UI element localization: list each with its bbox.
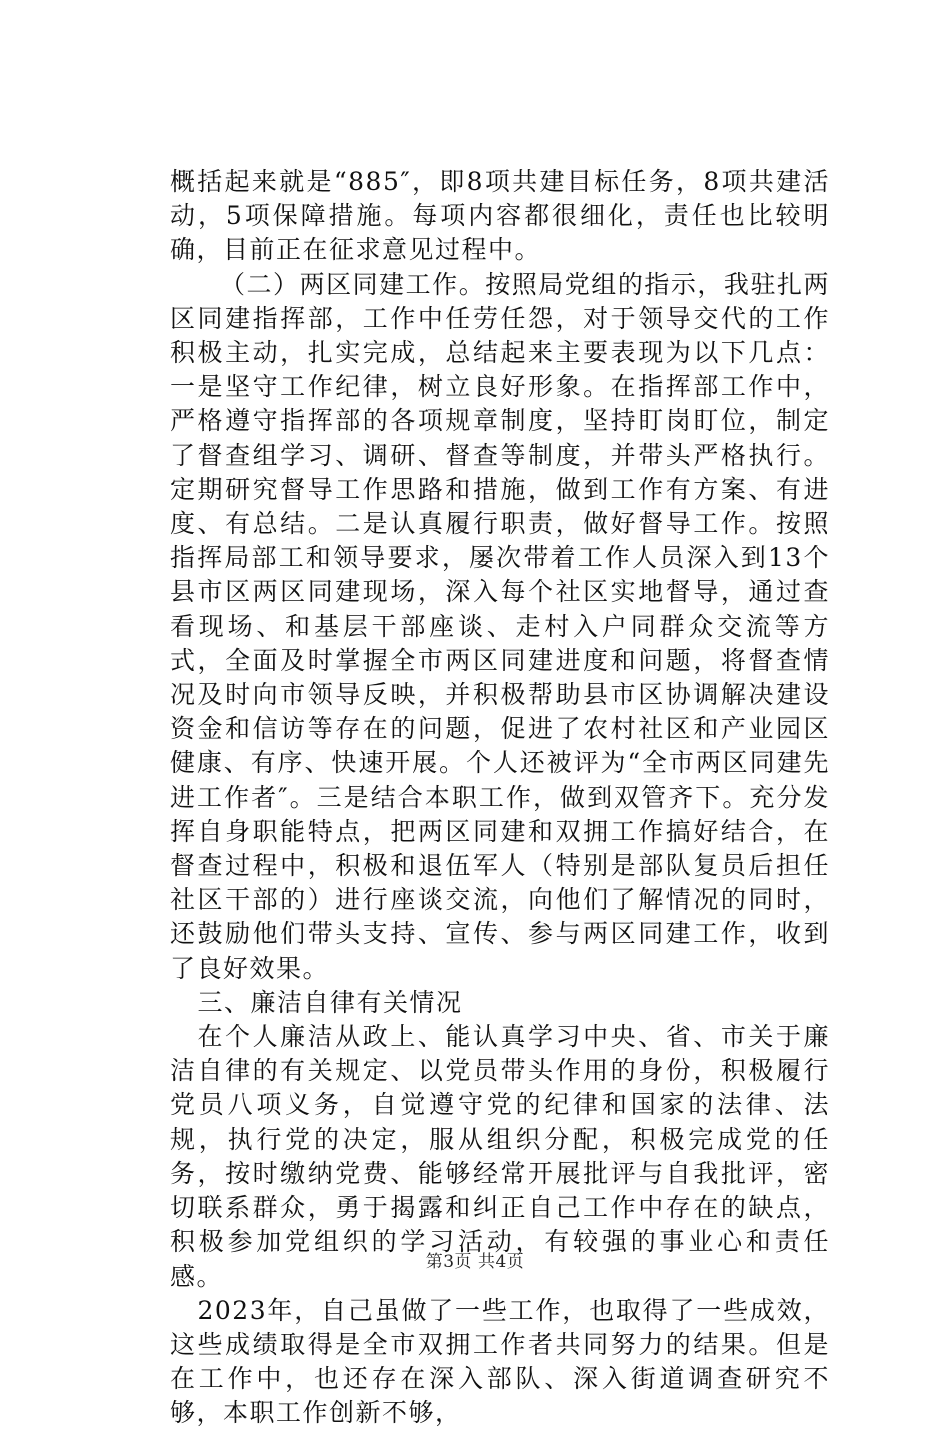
paragraph-two-zones-work: （二）两区同建工作。按照局党组的指示，我驻扎两区同建指挥部，工作中任劳任怨，对于领导交代的工作积极主动，扎实完成，总结起来主要表现为以下几点：一是坚守工作纪律，树立良好形象。在指挥部工作中，严格遵守指挥部的各项规章制度，坚持盯岗盯位，制定了督查组学习、调研、督查等制度，并带头严格执行。定期研究督导工作思路和措施，做到工作有方案、有进度、有总结。二是认真履行职责，做好督导工作。按照指挥局部工和领导要求，屡次带着工作人员深入到13个县市区两区同建现场，深入每个社区实地督导，通过查看现场、和基层干部座谈、走村入户同群众交流等方式，全面及时掌握全市两区同建进度和问题，将督查情况及时向市领导反映，并积极帮助县市区协调解决建设资金和信访等存在的问题，促进了农村社区和产业园区健康、有序、快速开展。个人还被评为“全市两区同建先进工作者″。三是结合本职工作，做到双管齐下。充分发挥自身职能特点，把两区同建和双拥工作搞好结合，在督查过程中，积极和退伍军人（特别是部队复员后担任社区干部的）进行座谈交流，向他们了解情况的同时，还鼓励他们带头支持、宣传、参与两区同建工作，收到了良好效果。 (170, 269, 830, 983)
paragraph-integrity: 在个人廉洁从政上、能认真学习中央、省、市关于廉洁自律的有关规定、以党员带头作用的身份，积极履行党员八项义务，自觉遵守党的纪律和国家的法律、法规，执行党的决定，服从组织分配，积极完成党的任务，按时缴纳党费、能够经常开展批评与自我批评，密切联系群众，勇于揭露和纠正自己工作中存在的缺点，积极参加党组织的学习活动，有较强的事业心和责任感。 (170, 1022, 830, 1291)
section-heading-integrity: 三、廉洁自律有关情况 (197, 987, 463, 1017)
page-number-footer: 第3页 共4页 (425, 1252, 525, 1272)
paragraph-summary-continued: 概括起来就是“885″，即8项共建目标任务，8项共建活动，5项保障措施。每项内容都很细化，责任也比较明确，目前正在征求意见过程中。 (170, 167, 830, 265)
paragraph-summary-2023: 2023年，自己虽做了一些工作，也取得了一些成效，这些成绩取得是全市双拥工作者共同努力的结果。但是在工作中，也还存在深入部队、深入街道调查研究不够，本职工作创新不够， (170, 1295, 830, 1428)
document-body (170, 165, 830, 1431)
